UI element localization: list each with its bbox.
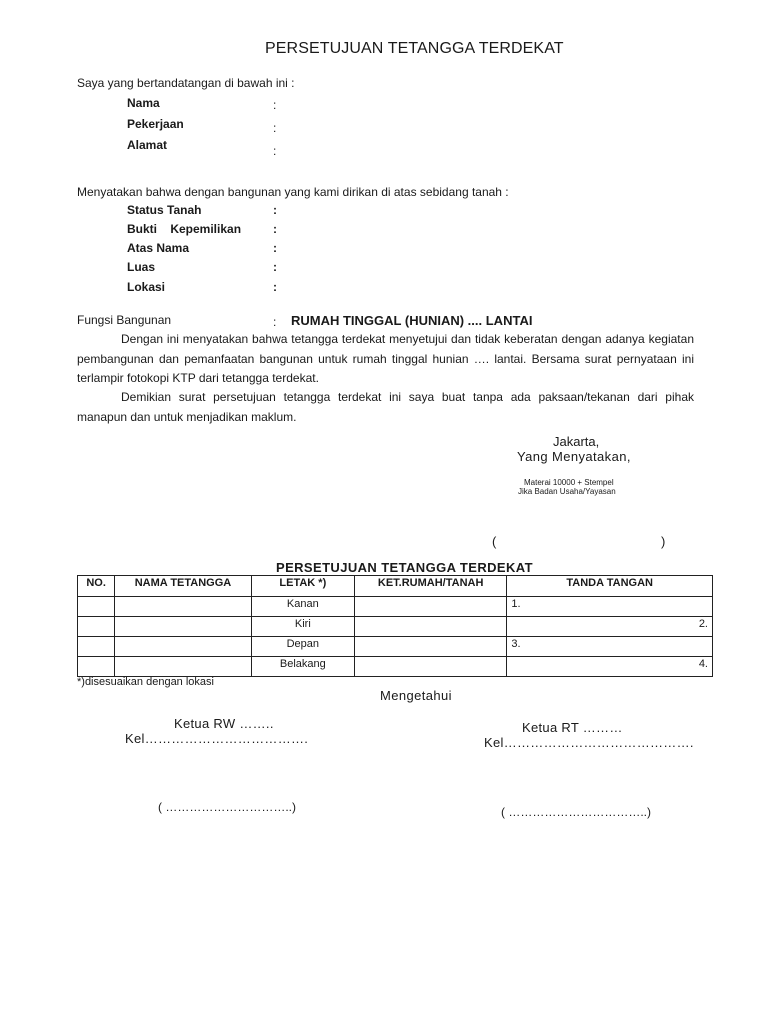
cell-tanda-tangan[interactable]: 3. — [507, 637, 713, 657]
field-label-bukti-kepemilikan: Bukti Kepemilikan — [127, 222, 242, 236]
ketua-rw-signature: ( …………………………..) — [158, 800, 296, 814]
cell-nama[interactable] — [115, 597, 251, 617]
cell-no[interactable] — [78, 637, 115, 657]
cell-letak: Kiri — [251, 617, 354, 637]
field-value-status-tanah: : — [273, 203, 277, 217]
table-row — [78, 657, 713, 677]
field-value-bukti-kepemilikan: : — [273, 222, 277, 236]
materai-note: Materai 10000 + Stempel — [524, 478, 614, 487]
place-date: Jakarta, — [553, 434, 600, 449]
header-letak: LETAK *) — [251, 576, 354, 597]
cell-ket[interactable] — [355, 657, 507, 677]
ketua-rt-signature: ( ……………………………..) — [501, 805, 651, 819]
cell-ket[interactable] — [355, 617, 507, 637]
field-label-status-tanah: Status Tanah — [127, 203, 202, 217]
paragraph-persetujuan — [77, 330, 694, 389]
cell-ket[interactable] — [355, 637, 507, 657]
cell-no[interactable] — [78, 617, 115, 637]
signature-open-paren: ( — [492, 534, 497, 549]
yang-menyatakan: Yang Menyatakan, — [517, 449, 631, 464]
field-value-luas: : — [273, 260, 277, 274]
field-value-alamat: : — [273, 144, 277, 158]
mengetahui-label: Mengetahui — [380, 688, 452, 703]
fungsi-bangunan-value: RUMAH TINGGAL (HUNIAN) .... LANTAI — [291, 313, 533, 328]
field-label-alamat: Alamat — [127, 138, 168, 152]
fungsi-bangunan-label: Fungsi Bangunan — [77, 313, 172, 327]
ketua-rw-title: Ketua RW …….. — [174, 716, 274, 731]
field-value-lokasi: : — [273, 280, 277, 294]
cell-ket[interactable] — [355, 597, 507, 617]
table-footnote: *)disesuaikan dengan lokasi — [77, 676, 214, 688]
paragraph-persetujuan-text: Dengan ini menyatakan bahwa tetangga terdekat menyetujui dan tidak keberatan dengan adanya kegiatan pembangunan dan pemanfaatan bangunan untuk rumah tinggal hunian …. lantai. Bersama surat pernyataan ini terlampir fotokopi KTP dari tetangga terdekat. — [77, 332, 694, 385]
field-value-pekerjaan: : — [273, 121, 277, 135]
table-row — [78, 597, 713, 617]
ketua-rw-kel: Kel………………………………. — [125, 731, 309, 746]
header-no: NO. — [78, 576, 115, 597]
cell-nama[interactable] — [115, 637, 251, 657]
cell-tanda-tangan[interactable]: 4. — [507, 657, 713, 677]
field-label-lokasi: Lokasi — [127, 280, 166, 294]
document-title: PERSETUJUAN TETANGGA TERDEKAT — [265, 40, 564, 57]
paragraph-demikian — [77, 388, 694, 427]
field-label-pekerjaan: Pekerjaan — [127, 117, 184, 131]
paragraph-demikian-text: Demikian surat persetujuan tetangga terdekat ini saya buat tanpa ada paksaan/tekanan dari pihak manapun dan untuk menjadikan maklum. — [77, 390, 694, 424]
cell-letak: Depan — [251, 637, 354, 657]
table-header-row — [78, 576, 713, 597]
field-value-atas-nama: : — [273, 241, 277, 255]
field-value-nama: : — [273, 98, 277, 112]
cell-no[interactable] — [78, 657, 115, 677]
cell-nama[interactable] — [115, 617, 251, 637]
header-tanda-tangan: TANDA TANGAN — [507, 576, 713, 597]
table-row — [78, 637, 713, 657]
field-label-luas: Luas — [127, 260, 156, 274]
ketua-rt-title: Ketua RT ……… — [522, 720, 623, 735]
fungsi-bangunan-colon: : — [273, 315, 277, 329]
cell-no[interactable] — [78, 597, 115, 617]
cell-nama[interactable] — [115, 657, 251, 677]
statement-text: Menyatakan bahwa dengan bangunan yang kami dirikan di atas sebidang tanah : — [77, 185, 509, 199]
field-label-atas-nama: Atas Nama — [127, 241, 190, 255]
signature-close-paren: ) — [661, 534, 666, 549]
field-label-nama: Nama — [127, 96, 160, 110]
header-nama-tetangga: NAMA TETANGGA — [115, 576, 251, 597]
neighbor-table — [77, 575, 713, 677]
ketua-rt-kel: Kel……………………………………. — [484, 735, 694, 750]
cell-tanda-tangan[interactable]: 1. — [507, 597, 713, 617]
cell-tanda-tangan[interactable]: 2. — [507, 617, 713, 637]
table-title: PERSETUJUAN TETANGGA TERDEKAT — [276, 560, 533, 575]
intro-text: Saya yang bertandatangan di bawah ini : — [77, 76, 295, 90]
table-row — [78, 617, 713, 637]
cell-letak: Kanan — [251, 597, 354, 617]
cell-letak: Belakang — [251, 657, 354, 677]
badan-usaha-note: Jika Badan Usaha/Yayasan — [518, 487, 616, 496]
header-ket-rumah-tanah: KET.RUMAH/TANAH — [355, 576, 507, 597]
